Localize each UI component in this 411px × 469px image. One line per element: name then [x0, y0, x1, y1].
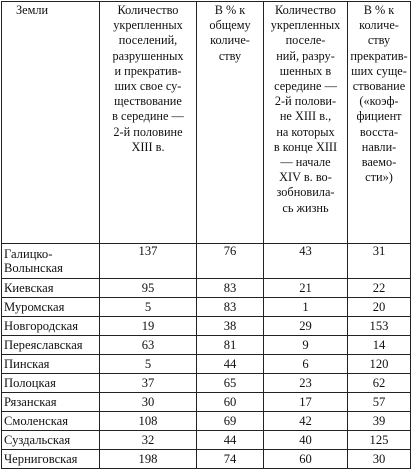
value-cell: 95: [100, 279, 197, 298]
value-cell: 76: [197, 244, 264, 279]
value-cell: 23: [264, 374, 348, 393]
value-cell: 9: [264, 336, 348, 355]
value-cell: 40: [264, 431, 348, 450]
land-cell: Пинская: [2, 355, 100, 374]
header-percent-of-total: В % к общему количе- ству: [197, 2, 264, 244]
value-cell: 83: [197, 279, 264, 298]
value-cell: 38: [197, 317, 264, 336]
land-cell: Черниговская: [2, 450, 100, 469]
value-cell: 5: [100, 355, 197, 374]
land-cell: Смоленская: [2, 412, 100, 431]
value-cell: 44: [197, 355, 264, 374]
value-cell: 83: [197, 298, 264, 317]
value-cell: 20: [348, 298, 411, 317]
header-lands: Земли: [2, 2, 100, 244]
data-table: [1, 1, 411, 469]
value-cell: 17: [264, 393, 348, 412]
land-cell: Переяславская: [2, 336, 100, 355]
value-cell: 57: [348, 393, 411, 412]
value-cell: 43: [264, 244, 348, 279]
value-cell: 81: [197, 336, 264, 355]
value-cell: 198: [100, 450, 197, 469]
value-cell: 5: [100, 298, 197, 317]
value-cell: 14: [348, 336, 411, 355]
land-cell: Галицко- Волынская: [2, 244, 100, 279]
header-recovery-coefficient: В % к количе- ству прекратив- ших суще- ствование («коэф- фициент восста- навли- ваемо- сти»): [348, 2, 411, 244]
table-row: [2, 374, 411, 393]
table-row: [2, 355, 411, 374]
value-cell: 108: [100, 412, 197, 431]
value-cell: 19: [100, 317, 197, 336]
table-header: [2, 2, 411, 244]
land-cell: Муромская: [2, 298, 100, 317]
value-cell: 31: [348, 244, 411, 279]
table-body: [2, 244, 411, 469]
table-row: [2, 412, 411, 431]
land-cell: Суздальская: [2, 431, 100, 450]
land-cell: Киевская: [2, 279, 100, 298]
header-revived-count: Количество укрепленных поселе- ний, разру- шенных в середине — 2-й полови- не XIII в., на которых в конце XIII — начале XIV в. во- зобновила- сь жизнь: [264, 2, 348, 244]
table-row: [2, 450, 411, 469]
value-cell: 42: [264, 412, 348, 431]
land-cell: Рязанская: [2, 393, 100, 412]
table-row: [2, 298, 411, 317]
value-cell: 60: [264, 450, 348, 469]
value-cell: 137: [100, 244, 197, 279]
value-cell: 65: [197, 374, 264, 393]
value-cell: 60: [197, 393, 264, 412]
value-cell: 32: [100, 431, 197, 450]
value-cell: 29: [264, 317, 348, 336]
land-cell: Полоцкая: [2, 374, 100, 393]
value-cell: 74: [197, 450, 264, 469]
table-row: [2, 279, 411, 298]
header-row: [2, 2, 411, 244]
value-cell: 44: [197, 431, 264, 450]
value-cell: 69: [197, 412, 264, 431]
table-row: [2, 244, 411, 279]
value-cell: 63: [100, 336, 197, 355]
value-cell: 37: [100, 374, 197, 393]
land-cell: Новгородская: [2, 317, 100, 336]
value-cell: 120: [348, 355, 411, 374]
value-cell: 39: [348, 412, 411, 431]
header-destroyed-count: Количество укрепленных поселений, разрушенных и прекратив- ших свое су- ществование в середине — 2-й половине XIII в.: [100, 2, 197, 244]
table-row: [2, 431, 411, 450]
value-cell: 153: [348, 317, 411, 336]
value-cell: 21: [264, 279, 348, 298]
table-row: [2, 393, 411, 412]
value-cell: 30: [100, 393, 197, 412]
value-cell: 1: [264, 298, 348, 317]
value-cell: 62: [348, 374, 411, 393]
table-row: [2, 336, 411, 355]
value-cell: 30: [348, 450, 411, 469]
value-cell: 6: [264, 355, 348, 374]
table-row: [2, 317, 411, 336]
value-cell: 125: [348, 431, 411, 450]
value-cell: 22: [348, 279, 411, 298]
